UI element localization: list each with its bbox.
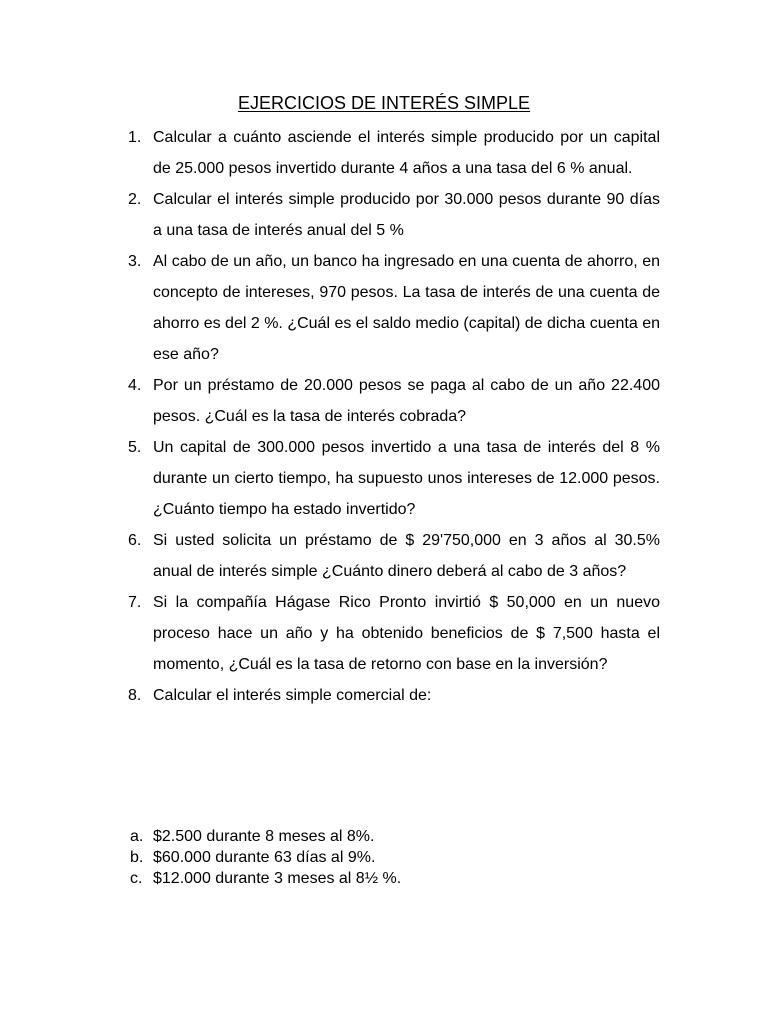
exercise-number: 3.: [128, 253, 142, 270]
exercise-number: 1.: [128, 129, 142, 146]
list-item: [128, 587, 660, 680]
exercise-list: [128, 122, 660, 711]
subitem-text: $12.000 durante 3 meses al 8½ %.: [153, 870, 402, 887]
exercise-text: Calcular el interés simple producido por 30.000 pesos durante 90 días a una tasa de interés anual del 5 %: [153, 191, 660, 239]
exercise-text: Por un préstamo de 20.000 pesos se paga al cabo de un año 22.400 pesos. ¿Cuál es la tasa de interés cobrada?: [153, 377, 660, 425]
exercise-text: Si usted solicita un préstamo de $ 29'750,000 en 3 años al 30.5% anual de interés simple ¿Cuánto dinero deberá al cabo de 3 años?: [153, 532, 660, 580]
exercise-number: 8.: [128, 687, 142, 704]
list-item: [130, 847, 660, 868]
subitem-text: $60.000 durante 63 días al 9%.: [153, 849, 376, 866]
list-item: [128, 680, 660, 711]
exercise-text: Al cabo de un año, un banco ha ingresado en una cuenta de ahorro, en concepto de intereses, 970 pesos. La tasa de interés de una cuenta de ahorro es del 2 %. ¿Cuál es el saldo medio (capital) de dicha cuenta en ese año?: [153, 253, 660, 363]
exercise-number: 2.: [128, 191, 142, 208]
list-item: [128, 370, 660, 432]
list-item: [130, 826, 660, 847]
subitem-letter: c.: [130, 870, 143, 887]
exercise-text: Si la compañía Hágase Rico Pronto invirtió $ 50,000 en un nuevo proceso hace un año y ha obtenido beneficios de $ 7,500 hasta el momento, ¿Cuál es la tasa de retorno con base en la inversión?: [153, 594, 660, 673]
exercise-number: 4.: [128, 377, 142, 394]
subitem-letter: b.: [130, 849, 144, 866]
subitem-list: [130, 826, 660, 889]
exercise-text: Calcular a cuánto asciende el interés simple producido por un capital de 25.000 pesos invertido durante 4 años a una tasa del 6 % anual.: [153, 129, 660, 177]
exercise-text: Un capital de 300.000 pesos invertido a una tasa de interés del 8 % durante un cierto tiempo, ha supuesto unos intereses de 12.000 pesos. ¿Cuánto tiempo ha estado invertido?: [153, 439, 660, 518]
list-item: [128, 432, 660, 525]
subitem-letter: a.: [130, 828, 144, 845]
list-item: [128, 122, 660, 184]
exercise-number: 5.: [128, 439, 142, 456]
subitem-text: $2.500 durante 8 meses al 8%.: [153, 828, 375, 845]
page-title: EJERCICIOS DE INTERÉS SIMPLE: [237, 93, 531, 113]
list-item: [128, 525, 660, 587]
list-item: [128, 184, 660, 246]
exercise-number: 7.: [128, 594, 142, 611]
list-item: [128, 246, 660, 370]
exercise-number: 6.: [128, 532, 142, 549]
list-item: [130, 868, 660, 889]
exercise-text: Calcular el interés simple comercial de:: [153, 687, 432, 704]
